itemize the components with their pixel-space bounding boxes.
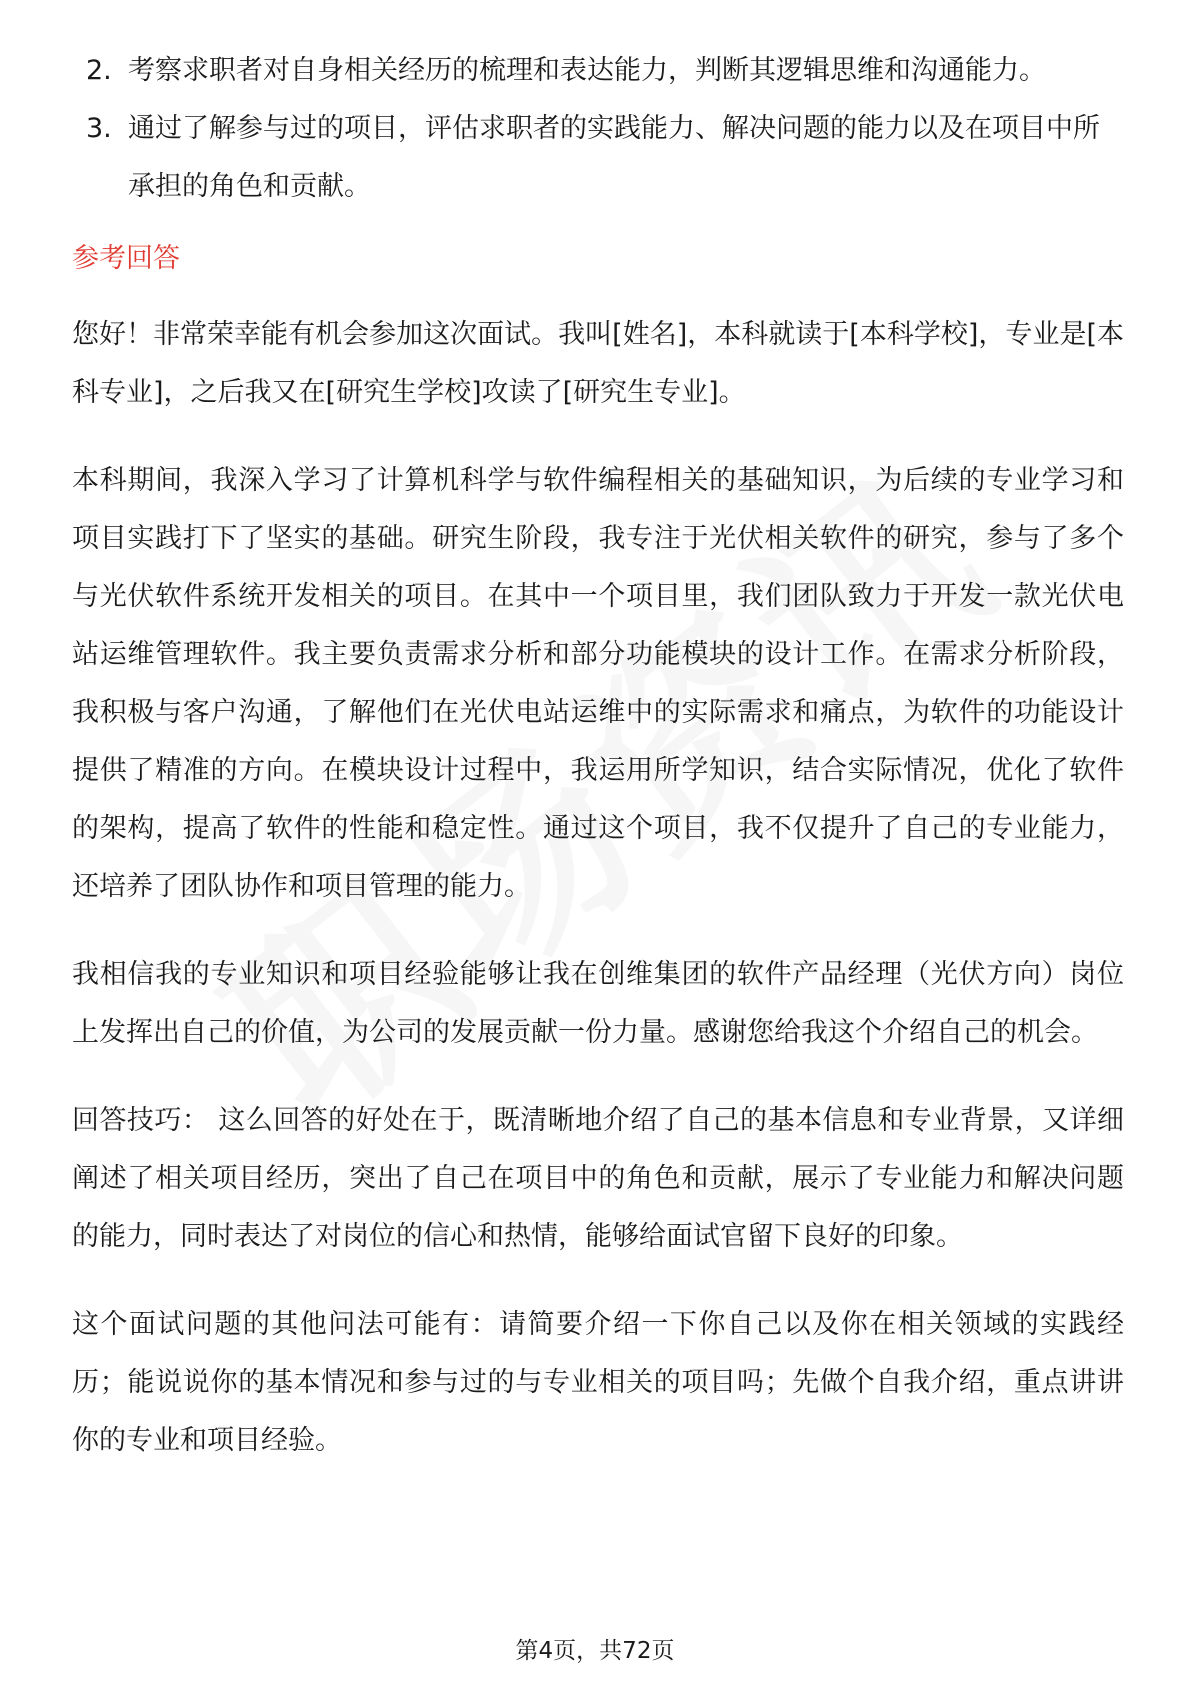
paragraph-intro: 您好！非常荣幸能有机会参加这次面试。我叫[姓名]，本科就读于[本科学校]，专业是[本科专业]，之后我又在[研究生学校]攻读了[研究生专业]。 [72,319,1124,408]
list-item [72,42,1124,100]
document-body [72,42,1124,1500]
list-item-text: 通过了解参与过的项目，评估求职者的实践能力、解决问题的能力以及在项目中所承担的角色和贡献。 [128,113,1100,202]
paragraph-alternatives: 这个面试问题的其他问法可能有：请简要介绍一下你自己以及你在相关领域的实践经历；能说说你的基本情况和参与过的与专业相关的项目吗；先做个自我介绍，重点讲讲你的专业和项目经验。 [72,1309,1124,1456]
paragraph-closing: 我相信我的专业知识和项目经验能够让我在创维集团的软件产品经理（光伏方向）岗位上发挥出自己的价值，为公司的发展贡献一份力量。感谢您给我这个介绍自己的机会。 [72,959,1124,1048]
paragraph-tips: 回答技巧： 这么回答的好处在于，既清晰地介绍了自己的基本信息和专业背景，又详细阐述了相关项目经历，突出了自己在项目中的角色和贡献，展示了专业能力和解决问题的能力，同时表达了对岗位的信心和热情，能够给面试官留下良好的印象。 [72,1105,1124,1252]
paragraph-experience: 本科期间，我深入学习了计算机科学与软件编程相关的基础知识，为后续的专业学习和项目实践打下了坚实的基础。研究生阶段，我专注于光伏相关软件的研究，参与了多个与光伏软件系统开发相关的项目。在其中一个项目里，我们团队致力于开发一款光伏电站运维管理软件。我主要负责需求分析和部分功能模块的设计工作。在需求分析阶段，我积极与客户沟通，了解他们在光伏电站运维中的实际需求和痛点，为软件的功能设计提供了精准的方向。在模块设计过程中，我运用所学知识，结合实际情况，优化了软件的架构，提高了软件的性能和稳定性。通过这个项目，我不仅提升了自己的专业能力，还培养了团队协作和项目管理的能力。 [72,465,1124,902]
list-item-number: 2. [86,55,112,86]
section-title: 参考回答 [72,243,180,274]
page-number: 第4页，共72页 [515,1638,675,1664]
list-item [72,100,1124,216]
list-item-number: 3. [86,113,112,144]
list-item-text: 考察求职者对自身相关经历的梳理和表达能力，判断其逻辑思维和沟通能力。 [128,55,1046,86]
criteria-list [72,42,1124,216]
